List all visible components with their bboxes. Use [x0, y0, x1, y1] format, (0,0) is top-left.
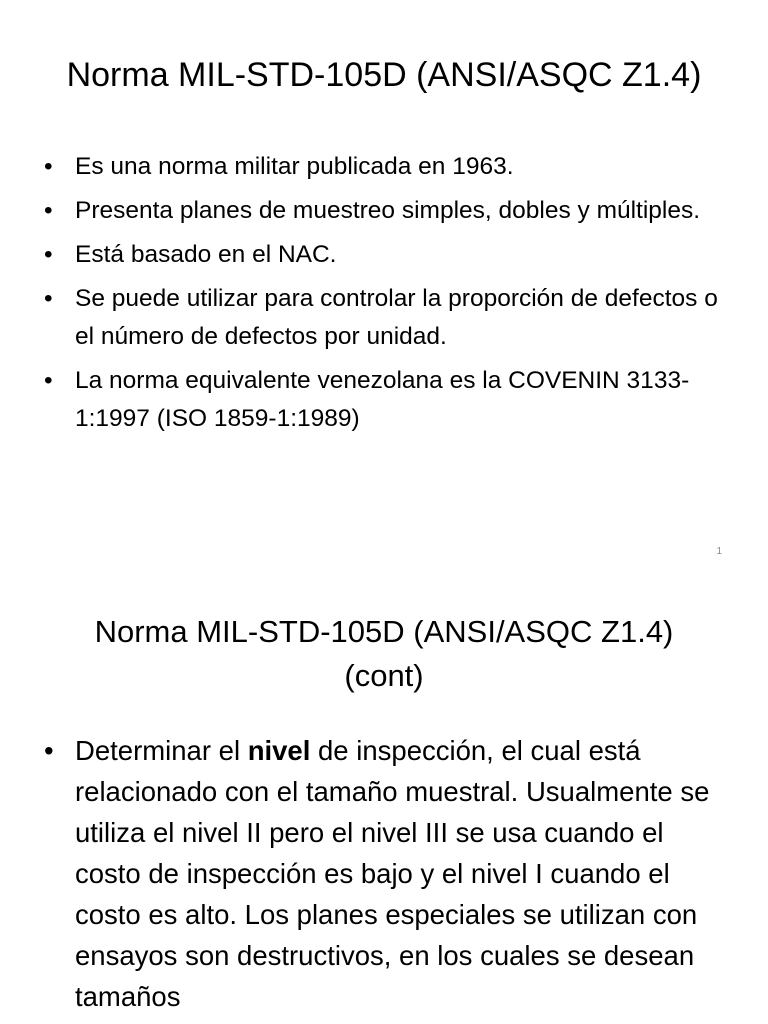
slide-1-bullet-list	[44, 148, 734, 444]
list-item	[44, 730, 724, 1017]
bullet-icon: •	[44, 241, 53, 268]
bullet-icon: •	[44, 367, 53, 394]
bullet-text: Se puede utilizar para controlar la proporción de defectos o el número de defectos por unidad.	[75, 285, 718, 350]
list-item	[44, 236, 734, 274]
slide-number: 1	[716, 546, 722, 557]
bullet-text: Es una norma militar publicada en 1963.	[75, 153, 514, 180]
bullet-text-bold: nivel	[247, 735, 311, 766]
bullet-text-after: de inspección, el cual está relacionado con el tamaño muestral. Usualmente se utiliza el nivel II pero el nivel III se usa cuando el costo de inspección es bajo y el nivel I cuando el costo es alto. Los planes especiales se utilizan con ensayos son destructivos, en los cuales se desean tamaños	[75, 735, 710, 1012]
slide-2-title	[0, 610, 768, 698]
slide-2-title-line1: Norma MIL-STD-105D (ANSI/ASQC Z1.4)	[94, 614, 674, 649]
bullet-text: La norma equivalente venezolana es la COVENIN 3133-1:1997 (ISO 1859-1:1989)	[75, 367, 690, 432]
list-item	[44, 148, 734, 186]
bullet-text: Está basado en el NAC.	[75, 241, 337, 268]
bullet-text: Presenta planes de muestreo simples, dobles y múltiples.	[75, 197, 701, 224]
slide-1-title: Norma MIL-STD-105D (ANSI/ASQC Z1.4)	[66, 56, 702, 94]
bullet-icon: •	[44, 153, 53, 180]
list-item	[44, 280, 734, 356]
bullet-icon: •	[44, 735, 54, 766]
list-item	[44, 192, 734, 230]
bullet-icon: •	[44, 197, 53, 224]
bullet-text-before: Determinar el	[75, 735, 248, 766]
slide-2-title-line2: (cont)	[344, 658, 424, 693]
list-item	[44, 362, 734, 438]
slide-2-bullet-list	[44, 730, 724, 1017]
slide-2	[0, 576, 768, 1024]
bullet-icon: •	[44, 285, 53, 312]
